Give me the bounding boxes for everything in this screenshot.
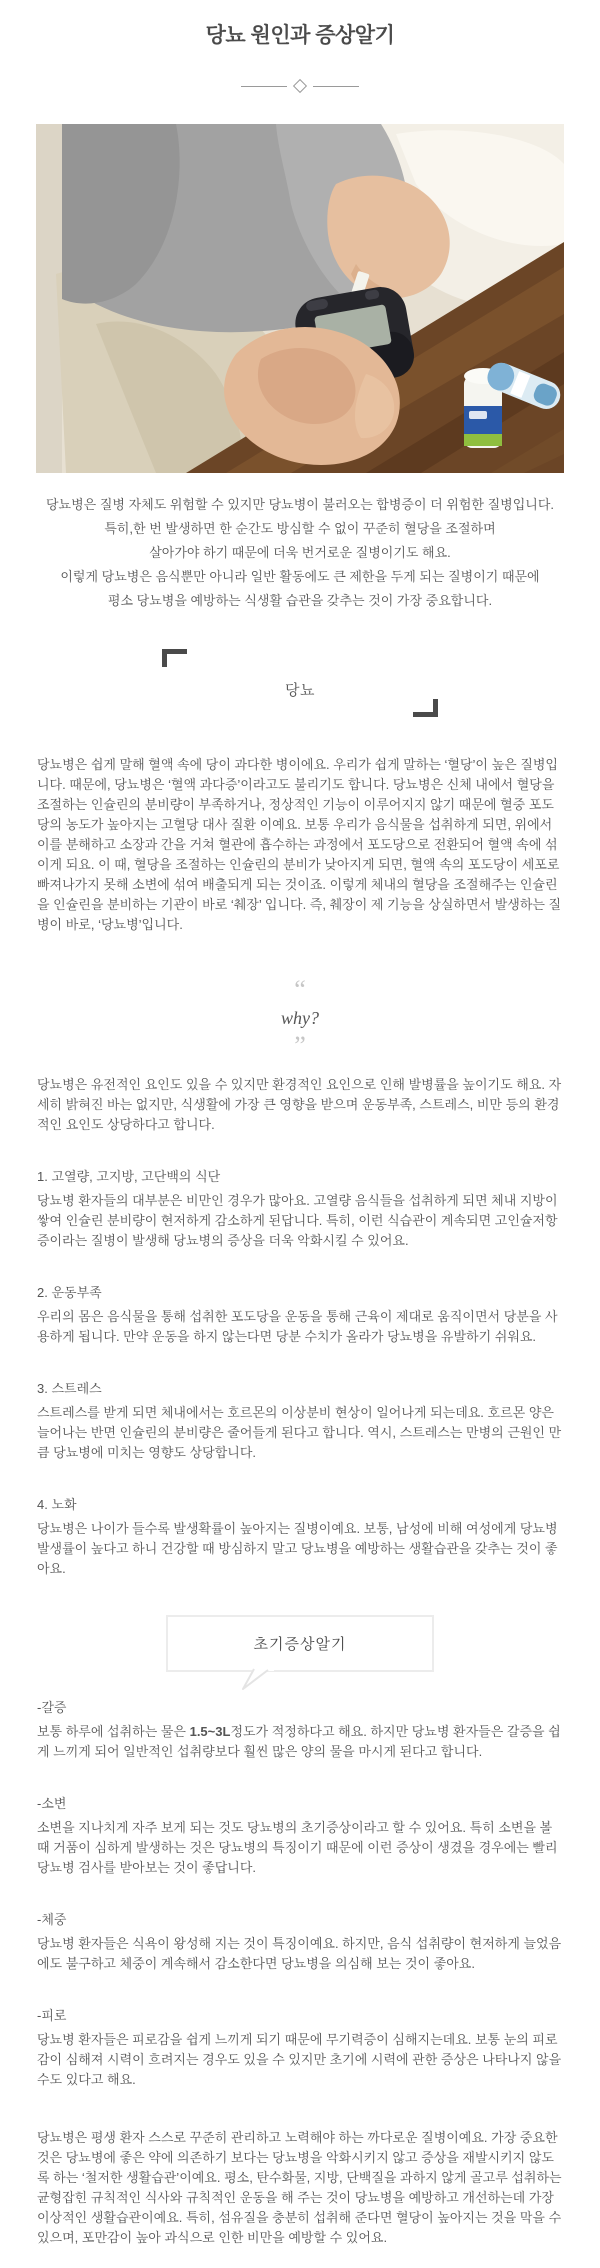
why-intro-paragraph: 당뇨병은 유전적인 요인도 있을 수 있지만 환경적인 요인으로 인해 발병률을 높이기도 해요. 자세히 밝혀진 바는 없지만, 식생활에 가장 큰 영향을 받으며 운동부족, 스트레스, 비만 등의 환경적인 요인도 상당하다고 합니다.: [37, 1077, 562, 1132]
symptom-section-weight: [37, 1910, 563, 1974]
cause-section-stress: [37, 1379, 563, 1463]
symptom-body: 당뇨병 환자들은 피로감을 쉽게 느끼게 되기 때문에 무기력증이 심해지는데요. 보통 눈의 피로감이 심해져 시력이 흐려지는 경우도 있을 수 있지만 초기에 시력에 관한 증상은 나타나지 않을 수도 있다고 해요.: [37, 2032, 562, 2087]
outro-paragraph: 당뇨병은 평생 환자 스스로 꾸준히 관리하고 노력해야 하는 까다로운 질병이예요. 가장 중요한 것은 당뇨병에 좋은 약에 의존하기 보다는 당뇨병을 악화시키지 않고 증상을 재발시키지 않도록 하는 ‘철저한 생활습관’이예요. 평소, 탄수화물, 지방, 단백질을 과하지 않게 골고루 섭취하는 균형잡힌 규칙적인 식사와 규칙적인 운동을 해 주는 것이 당뇨병을 예방하고 개선하는데 가장 이상적인 생활습관이예요. 특히, 섬유질을 충분히 섭취해 준다면 혈당이 높아지는 것을 막을 수 있으며, 포만감이 높아 과식으로 인한 비만을 예방할 수 있어요.: [37, 2130, 562, 2245]
early-symptoms-label: 초기증상알기: [253, 1636, 347, 1653]
ornament-divider: [0, 81, 600, 91]
cause-body: 스트레스를 받게 되면 체내에서는 호르몬의 이상분비 현상이 일어나게 되는데요. 호르몬 양은 늘어나는 반면 인슐린의 분비량은 줄어들게 된다고 합니다. 역시, 스트레스는 만병의 근원인 만큼 당뇨병에 미치는 영향도 상당합니다.: [37, 1405, 562, 1460]
why-block: [37, 977, 563, 1059]
hero-photo: [36, 124, 564, 473]
intro-line: 이렇게 당뇨병은 음식뿐만 아니라 일반 활동에도 큰 제한을 두게 되는 질병이기 때문에: [60, 569, 540, 584]
symptom-body-pre: 보통 하루에 섭취하는 물은: [37, 1724, 190, 1739]
quote-frame: [150, 649, 450, 717]
symptom-heading: -갈증: [37, 1700, 67, 1715]
close-quote-icon: ”: [294, 1031, 306, 1060]
diamond-icon: [293, 79, 307, 93]
intro-line: 살아가야 하기 때문에 더욱 번거로운 질병이기도 해요.: [149, 545, 451, 560]
symptom-section-fatigue: [37, 2006, 563, 2090]
about-paragraph: 당뇨병은 쉽게 말해 혈액 속에 당이 과다한 병이에요. 우리가 쉽게 말하는 ‘혈당’이 높은 질병입니다. 때문에, 당뇨병은 ‘혈액 과다증’이라고도 불리기도 합니다. 당뇨병은 신체 내에서 혈당을 조절하는 인슐린의 분비량이 부족하거나, 정상적인 기능이 이루어지지 않기 때문에 혈중 포도당의 농도가 높아지는 고혈당 대사 질환 이예요. 보통 우리가 음식물을 섭취하게 되면, 위에서 이를 분해하고 소장과 간을 거쳐 혈관에 흡수하는 과정에서 포도당으로 전환되어 혈액 속에 섞이게 되요. 이 때, 혈당을 조절하는 인슐린의 분비가 낮아지게 되면, 혈액 속의 포도당이 세포로 빠져나가지 못해 소변에 섞여 배출되게 되는 것이죠. 이렇게 체내의 혈당을 조절해주는 인슐린을 인슐린을 분비하는 기관이 바로 ‘췌장’ 입니다. 즉, 췌장이 제 기능을 상실하면서 발생하는 질병이 바로, ‘당뇨병’입니다.: [37, 757, 562, 932]
symptom-body-highlight: 1.5~3L: [189, 1724, 231, 1739]
cause-section-diet: [37, 1167, 563, 1251]
symptom-heading: -체중: [37, 1912, 67, 1927]
symptom-body: 당뇨병 환자들은 식욕이 왕성해 지는 것이 특징이예요. 하지만, 음식 섭취량이 현저하게 늘었음에도 불구하고 체중이 계속해서 감소한다면 당뇨병을 의심해 보는 것이 좋아요.: [37, 1936, 562, 1971]
cause-heading: 3. 스트레스: [37, 1381, 102, 1396]
symptom-section-urine: [37, 1794, 563, 1878]
cause-body: 당뇨병 환자들의 대부분은 비만인 경우가 많아요. 고열량 음식들을 섭취하게 되면 체내 지방이 쌓여 인슐린 분비량이 현저하게 감소하게 된답니다. 특히, 이런 식습관이 계속되면 고인슐저항증이라는 질병이 발생해 당뇨병의 증상을 더욱 악화시킬 수 있어요.: [37, 1193, 558, 1248]
symptom-body-post: 정도가 적정하다고 해요. 하지만 당뇨병 환자들은 갈증을 쉽게 느끼게 되어 일반적인 섭취량보다 훨씬 많은 양의 물을 마시게 된다고 합니다.: [37, 1724, 561, 1759]
intro-line: 당뇨병은 질병 자체도 위험할 수 있지만 당뇨병이 불러오는 합병증이 더 위험한 질병입니다.: [46, 497, 554, 512]
symptom-section-thirst: [37, 1698, 563, 1762]
early-symptoms-box-wrap: [37, 1615, 563, 1672]
cause-body: 우리의 몸은 음식물을 통해 섭취한 포도당을 운동을 통해 근육이 제대로 움직이면서 당분을 사용하게 됩니다. 만약 운동을 하지 않는다면 당분 수치가 올라가 당뇨병을 유발하기 쉬워요.: [37, 1309, 558, 1344]
intro-paragraph: [37, 493, 563, 613]
cause-section-exercise: [37, 1283, 563, 1347]
why-label: why?: [281, 1008, 319, 1028]
symptom-heading: -소변: [37, 1796, 67, 1811]
quote-frame-label: 당뇨: [285, 682, 315, 699]
divider-line-right: [313, 86, 359, 87]
intro-line: 특히,한 번 발생하면 한 순간도 방심할 수 없이 꾸준히 혈당을 조절하며: [104, 521, 496, 536]
symptom-heading: -피로: [37, 2008, 67, 2023]
hero-photo-illustration: [36, 124, 564, 473]
open-quote-icon: “: [294, 975, 306, 1004]
symptom-body: [37, 1722, 563, 1762]
cause-heading: 1. 고열량, 고지방, 고단백의 식단: [37, 1169, 221, 1184]
cause-heading: 4. 노화: [37, 1497, 77, 1512]
bubble-tail-icon: [236, 1668, 278, 1690]
symptom-body: 소변을 지나치게 자주 보게 되는 것도 당뇨병의 초기증상이라고 할 수 있어요. 특히 소변을 볼 때 거품이 심하게 발생하는 것은 당뇨병의 특징이기 때문에 이런 증상이 생겼을 경우에는 빨리 당뇨병 검사를 받아보는 것이 좋답니다.: [37, 1820, 558, 1875]
early-symptoms-box: [166, 1615, 434, 1672]
cause-heading: 2. 운동부족: [37, 1285, 102, 1300]
cause-body: 당뇨병은 나이가 들수록 발생확률이 높아지는 질병이예요. 보통, 남성에 비해 여성에게 당뇨병 발생률이 높다고 하니 건강할 때 방심하지 말고 당뇨병을 예방하는 생활습관을 갖추는 것이 좋아요.: [37, 1521, 558, 1576]
corner-bracket-bottom-right-icon: [413, 699, 438, 717]
divider-line-left: [241, 86, 287, 87]
page-title: 당뇨 원인과 증상알기: [205, 24, 395, 47]
intro-line: 평소 당뇨병을 예방하는 식생활 습관을 갖추는 것이 가장 중요합니다.: [107, 593, 493, 608]
cause-section-aging: [37, 1495, 563, 1579]
corner-bracket-top-left-icon: [162, 649, 187, 667]
